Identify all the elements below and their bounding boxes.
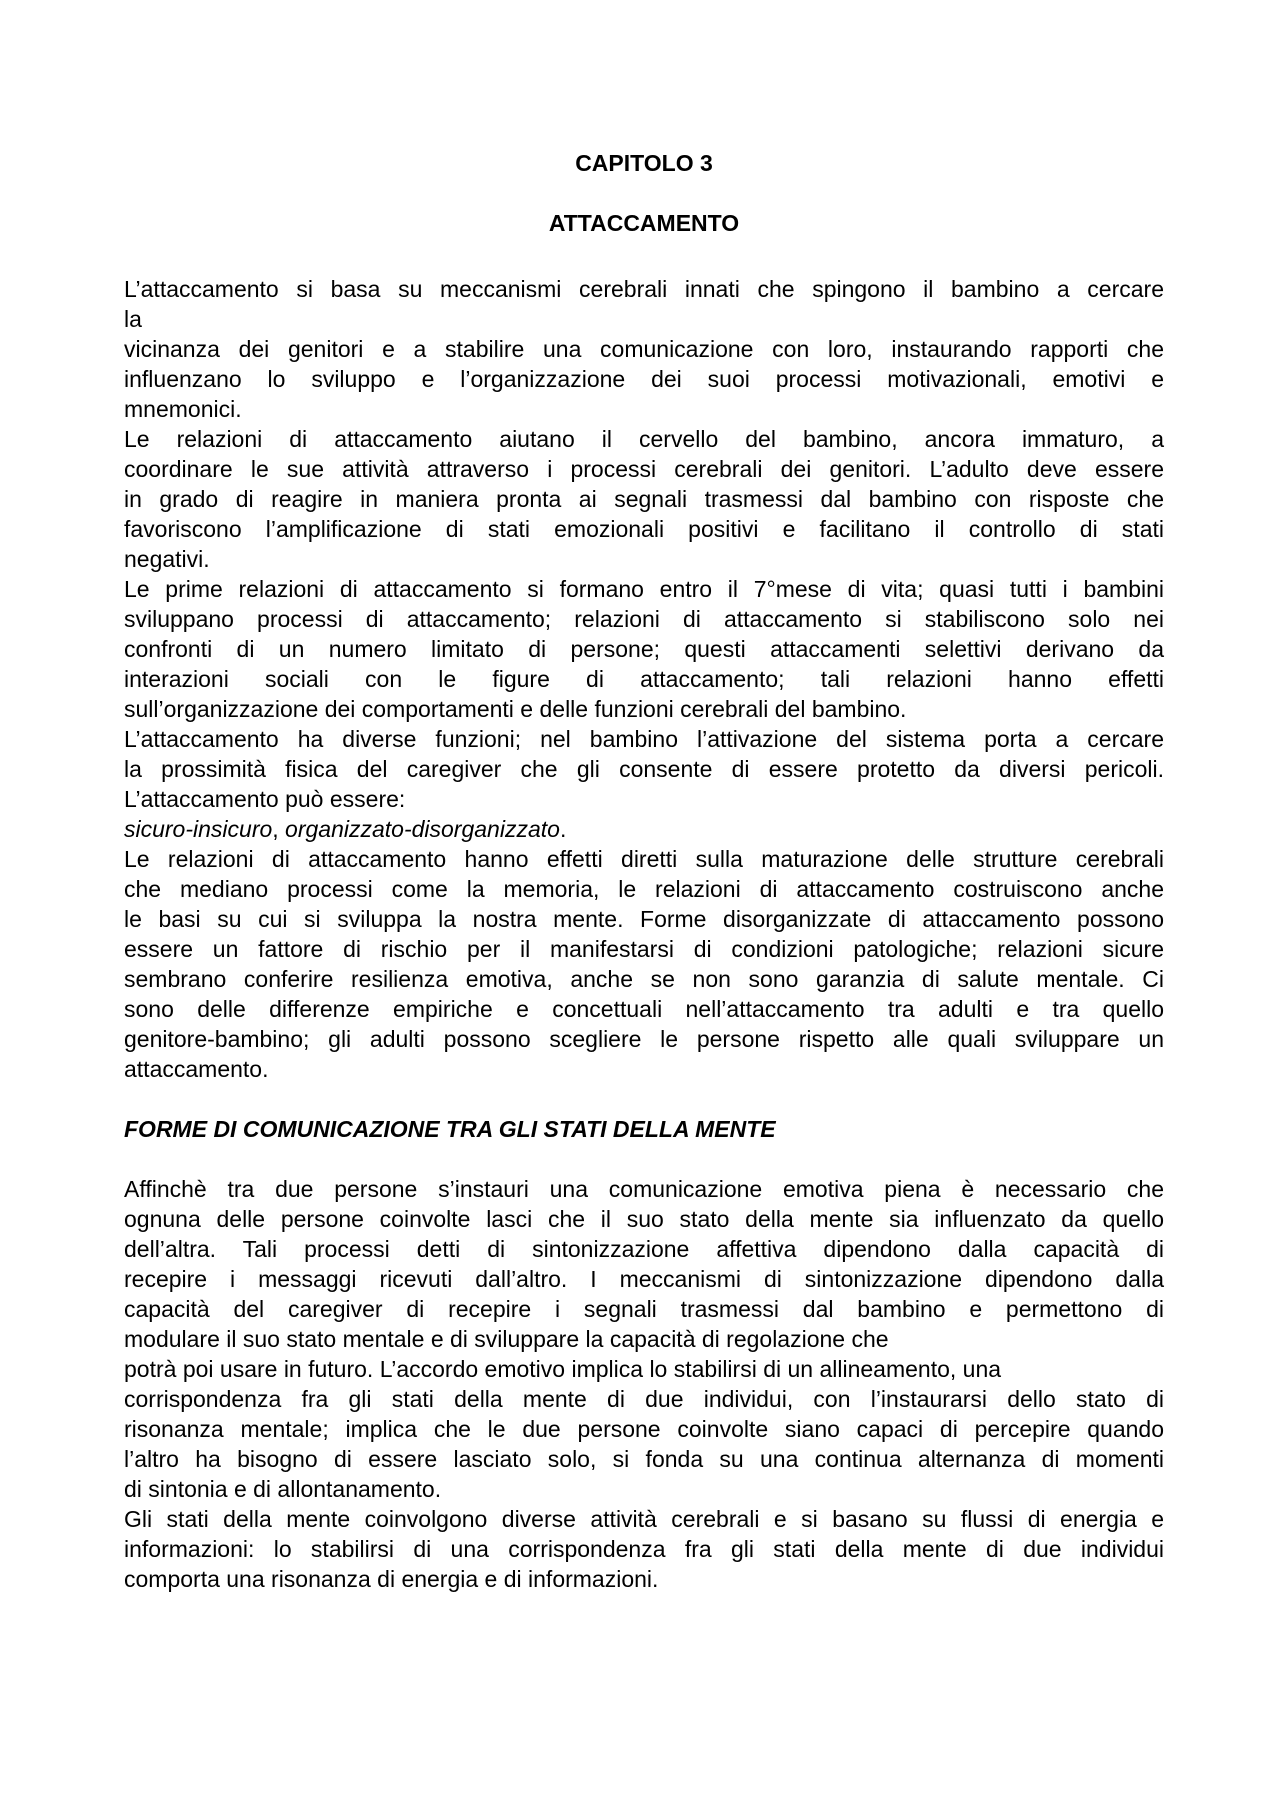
text-line: influenzano lo sviluppo e l’organizzazione dei suoi processi motivazionali, emotivi e [124, 366, 1164, 392]
text-line: di sintonia e di allontanamento. [124, 1476, 442, 1502]
text-line: vicinanza dei genitori e a stabilire una comunicazione con loro, instaurando rapporti che [124, 336, 1164, 362]
text-line: modulare il suo stato mentale e di sviluppare la capacità di regolazione che [124, 1326, 889, 1352]
page-content [124, 148, 1164, 1594]
section-attaccamento-body [124, 274, 1164, 814]
text-line: sembrano conferire resilienza emotiva, anche se non sono garanzia di salute mentale. Ci [124, 966, 1164, 992]
text-line: genitore-bambino; gli adulti possono scegliere le persone rispetto alle quali sviluppare un [124, 1026, 1164, 1052]
text-line: sviluppano processi di attaccamento; relazioni di attaccamento si stabiliscono solo nei [124, 606, 1164, 632]
text-line: favoriscono l’amplificazione di stati emozionali positivi e facilitano il controllo di stati [124, 516, 1164, 542]
text-line: la prossimità fisica del caregiver che gli consente di essere protetto da diversi pericoli. [124, 756, 1164, 782]
text-line: essere un fattore di rischio per il manifestarsi di condizioni patologiche; relazioni sicure [124, 936, 1164, 962]
attachment-type-organized-disorganized: organizzato-disorganizzato [285, 816, 560, 842]
text-line: ognuna delle persone coinvolte lasci che il suo stato della mente sia influenzato da quello [124, 1206, 1164, 1232]
text-line: Le relazioni di attaccamento hanno effetti diretti sulla maturazione delle strutture cerebrali [124, 846, 1164, 872]
text-line: mnemonici. [124, 396, 242, 422]
text-line: L’attaccamento può essere: [124, 786, 406, 812]
text-line: dell’altra. Tali processi detti di sintonizzazione affettiva dipendono dalla capacità di [124, 1236, 1164, 1262]
text-line: sono delle differenze empiriche e concettuali nell’attaccamento tra adulti e tra quello [124, 996, 1164, 1022]
text-line: negativi. [124, 546, 210, 572]
attachment-type-end: . [559, 816, 567, 842]
text-line: recepire i messaggi ricevuti dall’altro. I meccanismi di sintonizzazione dipendono dalla [124, 1266, 1164, 1292]
attachment-types-line [124, 814, 1164, 844]
text-line: coordinare le sue attività attraverso i processi cerebrali dei genitori. L’adulto deve essere [124, 456, 1164, 482]
text-line: corrispondenza fra gli stati della mente di due individui, con l’instaurarsi dello stato di [124, 1386, 1164, 1412]
section-comunicazione-body [124, 1174, 1164, 1594]
text-line: comporta una risonanza di energia e di informazioni. [124, 1566, 659, 1592]
text-line: Gli stati della mente coinvolgono diverse attività cerebrali e si basano su flussi di energia e [124, 1506, 1164, 1532]
text-line: potrà poi usare in futuro. L’accordo emotivo implica lo stabilirsi di un allineamento, una [124, 1356, 1002, 1382]
attachment-type-secure-insecure: sicuro-insicuro [124, 816, 273, 842]
text-line: Affinchè tra due persone s’instauri una comunicazione emotiva piena è necessario che [124, 1176, 1164, 1202]
text-line: sull’organizzazione dei comportamenti e delle funzioni cerebrali del bambino. [124, 696, 907, 722]
text-line: Le relazioni di attaccamento aiutano il cervello del bambino, ancora immaturo, a [124, 426, 1164, 452]
text-line: Le prime relazioni di attaccamento si formano entro il 7°mese di vita; quasi tutti i bambini [124, 576, 1164, 602]
chapter-title: ATTACCAMENTO [548, 210, 740, 236]
text-line: risonanza mentale; implica che le due persone coinvolte siano capaci di percepire quando [124, 1416, 1164, 1442]
text-line: che mediano processi come la memoria, le relazioni di attaccamento costruiscono anche [124, 876, 1164, 902]
text-line: capacità del caregiver di recepire i segnali trasmessi dal bambino e permettono di [124, 1296, 1164, 1322]
section-attaccamento-body-2 [124, 844, 1164, 1084]
section-heading: FORME DI COMUNICAZIONE TRA GLI STATI DELLA MENTE [124, 1116, 776, 1142]
text-line: l’altro ha bisogno di essere lasciato solo, si fonda su una continua alternanza di momenti [124, 1446, 1164, 1472]
attachment-type-separator: , [272, 816, 286, 842]
text-line: interazioni sociali con le figure di attaccamento; tali relazioni hanno effetti [124, 666, 1164, 692]
text-line: in grado di reagire in maniera pronta ai segnali trasmessi dal bambino con risposte che [124, 486, 1164, 512]
text-line: la [124, 306, 142, 332]
text-line: informazioni: lo stabilirsi di una corrispondenza fra gli stati della mente di due individui [124, 1536, 1164, 1562]
text-line: confronti di un numero limitato di persone; questi attaccamenti selettivi derivano da [124, 636, 1164, 662]
text-line: le basi su cui si sviluppa la nostra mente. Forme disorganizzate di attaccamento possono [124, 906, 1164, 932]
text-line: L’attaccamento ha diverse funzioni; nel bambino l’attivazione del sistema porta a cercare [124, 726, 1164, 752]
text-line: attaccamento. [124, 1056, 269, 1082]
chapter-number: CAPITOLO 3 [575, 150, 713, 176]
text-line: L’attaccamento si basa su meccanismi cerebrali innati che spingono il bambino a cercare [124, 276, 1164, 302]
